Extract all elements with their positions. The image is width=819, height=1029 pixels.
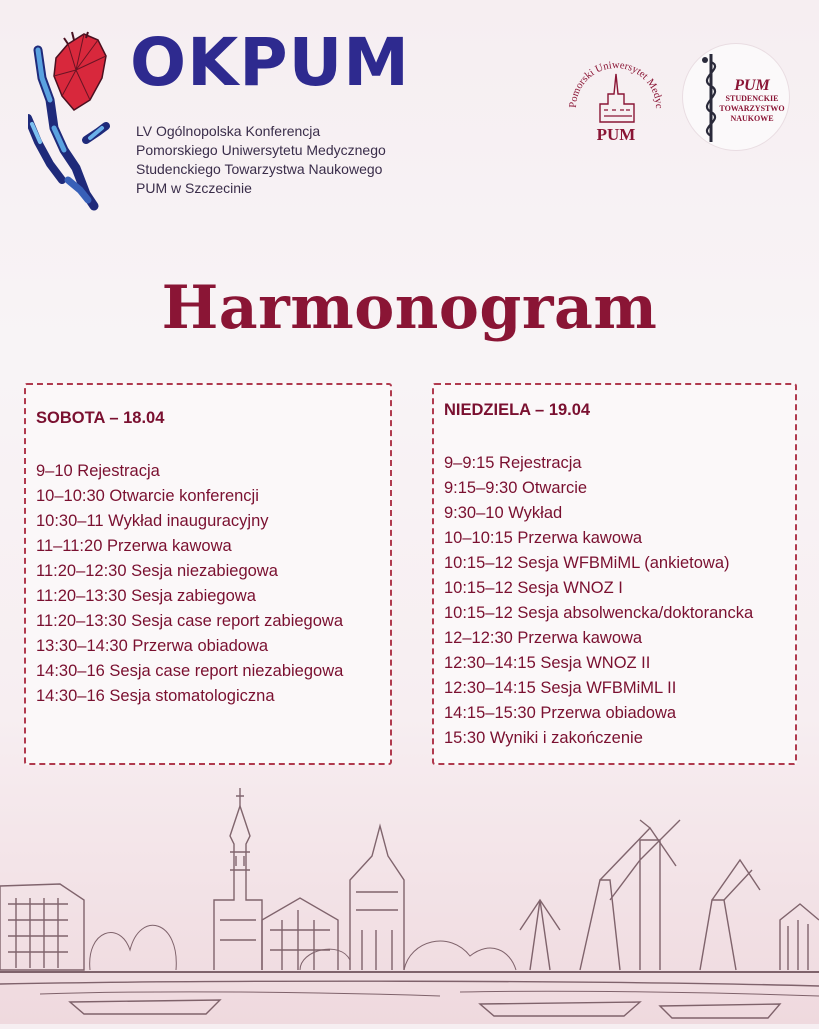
skyline-drawing <box>0 780 819 1024</box>
conference-description <box>136 122 386 198</box>
university-seal-icon <box>560 48 672 160</box>
seal-arc-text: Pomorski Uniwersytet Medyc <box>567 59 665 109</box>
schedule-item: 10:15–12 Sesja WFBMiML (ankietowa) <box>444 554 730 572</box>
schedule-item: 14:30–16 Sesja stomatologiczna <box>36 687 275 705</box>
schedule-item: 9–9:15 Rejestracja <box>444 454 582 472</box>
schedule-box-saturday <box>24 383 392 765</box>
schedule-item: 14:15–15:30 Przerwa obiadowa <box>444 704 677 722</box>
schedule-item: 11–11:20 Przerwa kawowa <box>36 537 232 555</box>
schedule-item: 14:30–16 Sesja case report niezabiegowa <box>36 662 344 680</box>
svg-text:Pomorski Uniwersytet Medyczny <box>560 48 664 109</box>
stn-line: STUDENCKIE <box>725 94 779 103</box>
conference-line: LV Ogólnopolska Konferencja <box>136 123 321 139</box>
conference-line: PUM w Szczecinie <box>136 180 252 196</box>
day-heading: NIEDZIELA – 19.04 <box>444 401 591 419</box>
stn-logo-text <box>718 78 786 124</box>
page-title: Harmonogram <box>161 273 658 343</box>
city-skyline-illustration <box>0 780 819 1029</box>
schedule-item: 13:30–14:30 Przerwa obiadowa <box>36 637 269 655</box>
schedule-item: 9–10 Rejestracja <box>36 462 160 480</box>
heart-skeleton-hand-icon <box>28 30 118 215</box>
seal-center-text: PUM <box>596 125 636 144</box>
schedule-item: 12:30–14:15 Sesja WNOZ II <box>444 654 651 672</box>
university-seal <box>560 48 672 165</box>
schedule-list <box>444 451 753 751</box>
schedule-box-sunday <box>432 383 797 765</box>
schedule-item: 10:30–11 Wykład inauguracyjny <box>36 512 269 530</box>
schedule-item: 10–10:30 Otwarcie konferencji <box>36 487 259 505</box>
day-heading: SOBOTA – 18.04 <box>36 409 165 427</box>
schedule-item: 11:20–12:30 Sesja niezabiegowa <box>36 562 278 580</box>
conference-line: Studenckiego Towarzystwa Naukowego <box>136 161 383 177</box>
schedule-list <box>36 459 343 709</box>
schedule-item: 11:20–13:30 Sesja case report zabiegowa <box>36 612 343 630</box>
schedule-item: 15:30 Wyniki i zakończenie <box>444 729 643 747</box>
stn-line: NAUKOWE <box>730 114 774 123</box>
schedule-item: 9:15–9:30 Otwarcie <box>444 479 588 497</box>
schedule-item: 12–12:30 Przerwa kawowa <box>444 629 643 647</box>
okpum-logo <box>28 30 118 220</box>
schedule-item: 9:30–10 Wykład <box>444 504 563 522</box>
stn-title: PUM <box>734 77 770 94</box>
stn-line: TOWARZYSTWO <box>719 104 785 113</box>
schedule-item: 10:15–12 Sesja WNOZ I <box>444 579 623 597</box>
schedule-item: 11:20–13:30 Sesja zabiegowa <box>36 587 256 605</box>
schedule-item: 12:30–14:15 Sesja WFBMiML II <box>444 679 677 697</box>
brand-title: OKPUM <box>130 24 410 101</box>
schedule-item: 10–10:15 Przerwa kawowa <box>444 529 643 547</box>
schedule-item: 10:15–12 Sesja absolwencka/doktorancka <box>444 604 754 622</box>
conference-line: Pomorskiego Uniwersytetu Medycznego <box>136 142 386 158</box>
